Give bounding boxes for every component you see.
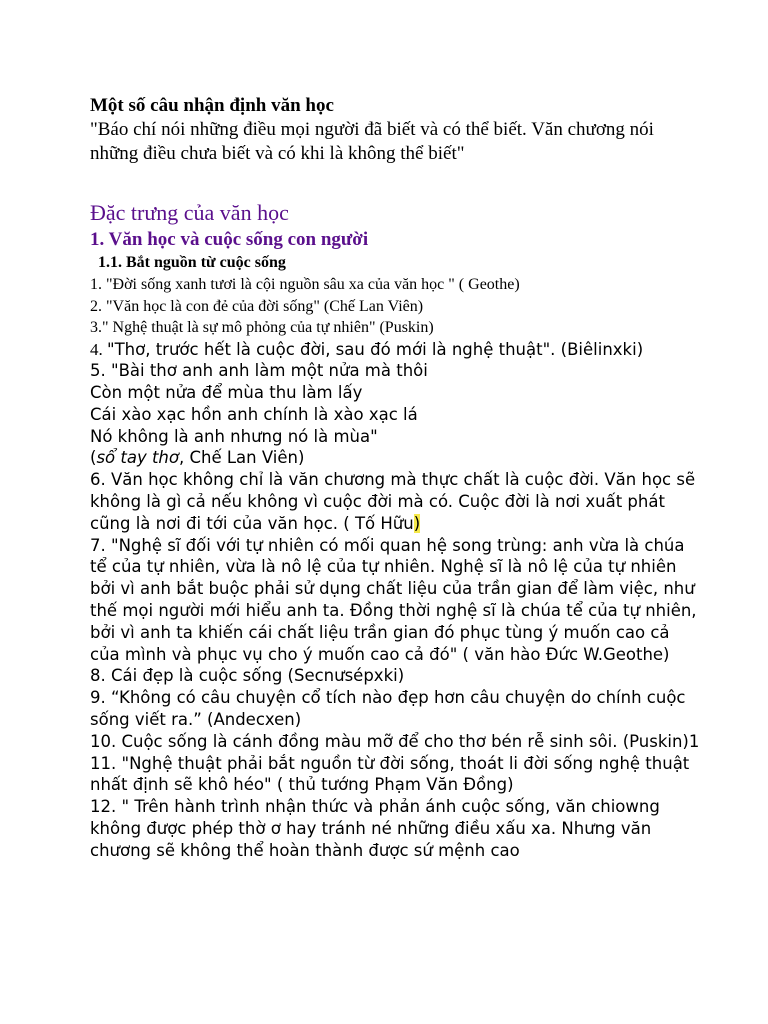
highlighted-paren: ): [413, 513, 421, 533]
poem-line-4: Nó không là anh nhưng nó là mùa": [90, 426, 378, 446]
poem-source: [90, 447, 700, 469]
poem-source-book: sổ tay thơ: [96, 448, 179, 468]
poem-line-3: Cái xào xạc hồn anh chính là xào xạc lá: [90, 404, 418, 424]
quote-item-6: [90, 469, 700, 534]
opening-quote: "Báo chí nói những điều mọi người đã biết và có thể biết. Văn chương nói những điều chưa biết và có khi là không thể biết": [90, 119, 654, 164]
quote-item-7: 7. "Nghệ sĩ đối với tự nhiên có mối quan hệ song trùng: anh vừa là chúa tể của tự nhiên, vừa là nô lệ của tự nhiên. Nghệ sĩ là nô lệ của tự nhiên bởi vì anh bắt buộc phải sử dụng chất liệu của trần gian để làm việc, như thế mọi người mới hiểu anh ta. Đồng thời nghệ sĩ là chúa tể của tự nhiên, bởi vì anh ta khiến cái chất liệu trần gian đó phục tùng ý muốn cao cả của mình và phục vụ cho ý muốn cao cả đó" ( văn hào Đức W.Geothe): [90, 535, 697, 664]
quote-item-2: 2. "Văn học là con đẻ của đời sống" (Chế Lan Viên): [90, 297, 424, 315]
poem-line-2: Còn một nửa để mùa thu làm lấy: [90, 383, 363, 403]
quote-item-1: 1. "Đời sống xanh tươi là cội nguồn sâu xa của văn học " ( Geothe): [90, 276, 520, 293]
quote-item-4-number: 4.: [90, 339, 107, 359]
section-title: Đặc trưng của văn học: [90, 200, 289, 225]
subsection-title: 1. Văn học và cuộc sống con người: [90, 229, 369, 250]
poem-line-1: 5. "Bài thơ anh anh làm một nửa mà thôi: [90, 361, 428, 381]
quote-item-12: 12. " Trên hành trình nhận thức và phản ánh cuộc sống, văn chiowng không được phép thờ ơ hay tránh né những điều xấu xa. Nhưng văn chương sẽ không thể hoàn thành được sứ mệnh cao: [90, 797, 660, 860]
quote-item-9: 9. “Không có câu chuyện cổ tích nào đẹp hơn câu chuyện do chính cuộc sống viết ra.” (Andecxen): [90, 688, 686, 730]
quote-item-10: 10. Cuộc sống là cánh đồng màu mỡ để cho thơ bén rễ sinh sôi. (Puskin)1: [90, 731, 700, 751]
poem-source-open: (: [90, 448, 97, 468]
quote-item-11: 11. "Nghệ thuật phải bắt nguồn từ đời sống, thoát li đời sống nghệ thuật nhất định sẽ khô héo" ( thủ tướng Phạm Văn Đồng): [90, 753, 690, 795]
quote-item-3: 3." Nghệ thuật là sự mô phỏng của tự nhiên" (Puskin): [90, 319, 434, 336]
quote-item-4: [90, 339, 700, 361]
document-title: Một số câu nhận định văn học: [90, 95, 334, 116]
quote-item-5: [90, 360, 700, 469]
quote-item-4-text: "Thơ, trước hết là cuộc đời, sau đó mới là nghệ thuật". (Biêlinxki): [107, 339, 644, 359]
document-page: [90, 94, 700, 862]
subsubsection-title: 1.1. Bắt nguồn từ cuộc sống: [98, 254, 286, 271]
poem-source-author: , Chế Lan Viên): [179, 448, 305, 468]
quote-item-6-text: 6. Văn học không chỉ là văn chương mà thực chất là cuộc đời. Văn học sẽ không là gì cả nếu không vì cuộc đời mà có. Cuộc đời là nơi xuất phát cũng là nơi đi tới của văn học. ( Tố Hữu: [90, 470, 696, 533]
quote-item-8: 8. Cái đẹp là cuộc sống (Secnưsépxki): [90, 666, 405, 686]
